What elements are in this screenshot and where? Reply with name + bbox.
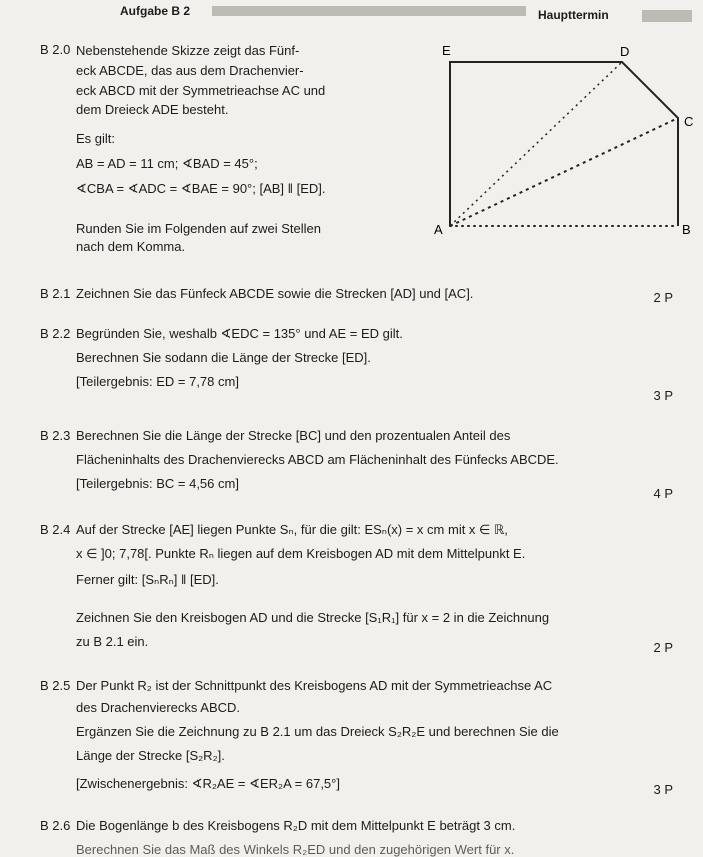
sketch-diagonal bbox=[450, 118, 678, 226]
label-c: C bbox=[684, 114, 694, 129]
b21-text: Zeichnen Sie das Fünfeck ABCDE sowie die Strecken [AD] und [AC]. bbox=[76, 286, 474, 301]
b26-line-2: Berechnen Sie das Maß des Winkels R₂ED und den zugehörigen Wert für x. bbox=[76, 842, 515, 857]
b23-points: 4 P bbox=[653, 486, 673, 501]
b24-line-5: zu B 2.1 ein. bbox=[76, 634, 149, 649]
b23-number: B 2.3 bbox=[40, 428, 71, 443]
rounding-note-2: nach dem Komma. bbox=[76, 239, 186, 254]
es-gilt: Es gilt: bbox=[76, 131, 116, 146]
b24-number: B 2.4 bbox=[40, 522, 71, 537]
task-number: B 2.0 bbox=[40, 42, 71, 57]
b25-line-4: Länge der Strecke [S₂R₂]. bbox=[76, 748, 225, 763]
b25-line-1: Der Punkt R₂ ist der Schnittpunkt des Kreisbogens AD mit der Symmetrieachse AC bbox=[76, 678, 553, 693]
intro-line-3: eck ABCD mit der Symmetrieachse AC und bbox=[76, 83, 326, 98]
b22-number: B 2.2 bbox=[40, 326, 71, 341]
b24-line-1: Auf der Strecke [AE] liegen Punkte Sₙ, für die gilt: ESₙ(x) = x cm mit x ∈ ℝ, bbox=[76, 522, 508, 537]
b23-line-2: Flächeninhalts des Drachenvierecks ABCD am Flächeninhalt des Fünfecks ABCDE. bbox=[76, 452, 559, 467]
rounding-note-1: Runden Sie im Folgenden auf zwei Stellen bbox=[76, 221, 321, 236]
task-title: Aufgabe B 2 bbox=[120, 4, 191, 18]
given-2: ∢CBA = ∢ADC = ∢BAE = 90°; [AB] ‖ [ED]. bbox=[76, 181, 326, 196]
b22-line-2: Berechnen Sie sodann die Länge der Strecke [ED]. bbox=[76, 350, 371, 365]
b24-line-4: Zeichnen Sie den Kreisbogen AD und die Strecke [S₁R₁] für x = 2 in die Zeichnung bbox=[76, 610, 550, 625]
b25-line-3: Ergänzen Sie die Zeichnung zu B 2.1 um das Dreieck S₂R₂E und berechnen Sie die bbox=[76, 724, 559, 739]
exam-term: Haupttermin bbox=[538, 8, 609, 22]
b22-line-1: Begründen Sie, weshalb ∢EDC = 135° und AE = ED gilt. bbox=[76, 326, 403, 341]
label-a: A bbox=[434, 222, 443, 237]
b25-points: 3 P bbox=[653, 782, 673, 797]
b22-points: 3 P bbox=[653, 388, 673, 403]
b21-points: 2 P bbox=[653, 290, 673, 305]
pentagon-sketch bbox=[430, 38, 700, 238]
b26-number: B 2.6 bbox=[40, 818, 71, 833]
sketch-outline bbox=[450, 62, 678, 226]
label-d: D bbox=[620, 44, 630, 59]
header-bar-right bbox=[642, 10, 692, 22]
b25-number: B 2.5 bbox=[40, 678, 71, 693]
intro-line-2: eck ABCDE, das aus dem Drachenvier- bbox=[76, 63, 304, 78]
b26-line-1: Die Bogenlänge b des Kreisbogens R₂D mit dem Mittelpunkt E beträgt 3 cm. bbox=[76, 818, 516, 833]
given-1: AB = AD = 11 cm; ∢BAD = 45°; bbox=[76, 156, 258, 171]
b21-number: B 2.1 bbox=[40, 286, 71, 301]
b23-line-3: [Teilergebnis: BC = 4,56 cm] bbox=[76, 476, 239, 491]
label-b: B bbox=[682, 222, 691, 237]
sketch-ad bbox=[450, 62, 622, 226]
b25-line-2: des Drachenvierecks ABCD. bbox=[76, 700, 241, 715]
label-e: E bbox=[442, 43, 451, 58]
b22-line-3: [Teilergebnis: ED = 7,78 cm] bbox=[76, 374, 239, 389]
intro-line-1: Nebenstehende Skizze zeigt das Fünf- bbox=[76, 43, 300, 58]
b23-line-1: Berechnen Sie die Länge der Strecke [BC] und den prozentualen Anteil des bbox=[76, 428, 511, 443]
b24-line-2: x ∈ ]0; 7,78[. Punkte Rₙ liegen auf dem Kreisbogen AD mit dem Mittelpunkt E. bbox=[76, 546, 526, 561]
intro-line-4: dem Dreieck ADE besteht. bbox=[76, 102, 229, 117]
header-bar bbox=[212, 6, 526, 16]
b25-line-5: [Zwischenergebnis: ∢R₂AE = ∢ER₂A = 67,5°] bbox=[76, 776, 340, 791]
b24-line-3: Ferner gilt: [SₙRₙ] ‖ [ED]. bbox=[76, 572, 219, 587]
b24-points: 2 P bbox=[653, 640, 673, 655]
